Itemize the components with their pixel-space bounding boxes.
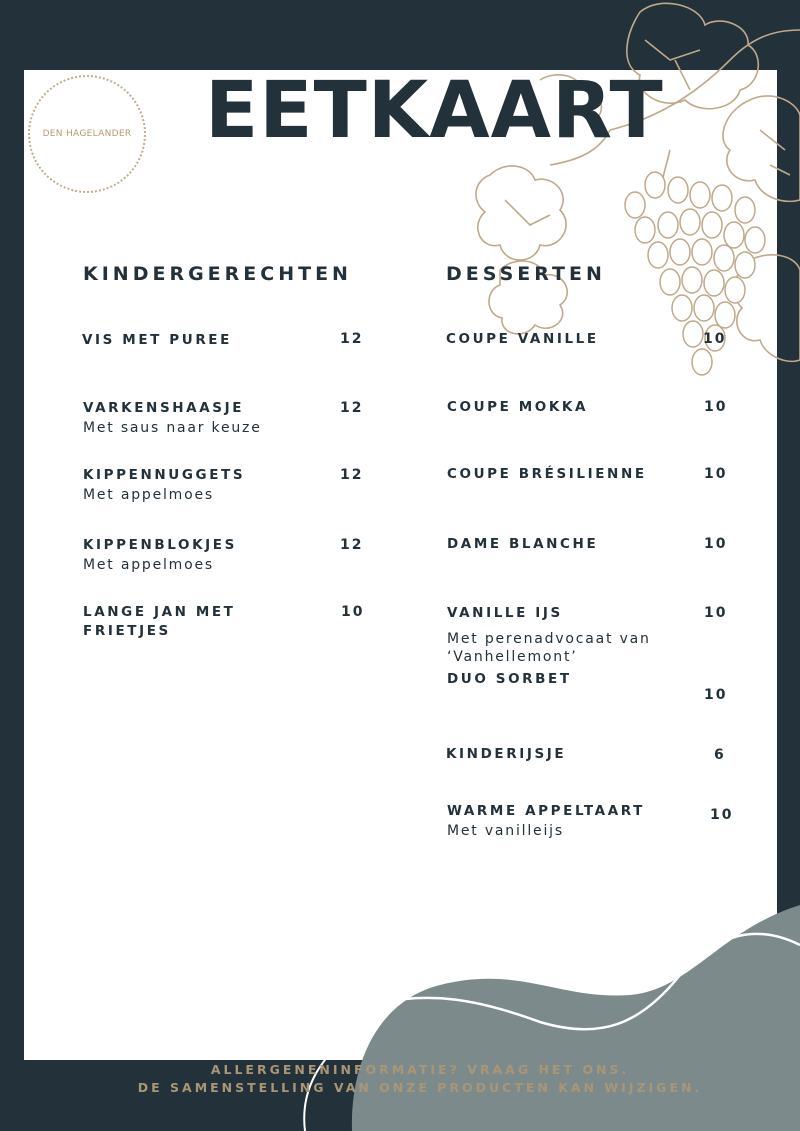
- logo-badge-icon: [28, 75, 146, 193]
- menu-item-price: 10: [710, 807, 734, 823]
- menu-item-name: VIS MET PUREE: [82, 332, 232, 348]
- menu-item-name: KIPPENNUGGETS: [83, 467, 246, 483]
- logo-text: DEN HAGELANDER: [42, 129, 132, 139]
- page-title: EETKAART: [205, 66, 664, 156]
- menu-item-price: 6: [714, 747, 726, 763]
- menu-item-name: VANILLE IJS: [447, 605, 563, 621]
- menu-item-name: LANGE JAN MET: [83, 604, 236, 620]
- section-heading-desserts: DESSERTEN: [446, 263, 606, 285]
- menu-item-description: Met appelmoes: [83, 557, 214, 573]
- menu-item-price: 12: [340, 400, 364, 416]
- menu-item-price: 12: [340, 467, 364, 483]
- menu-item-price: 10: [704, 687, 728, 703]
- menu-item-name: FRIETJES: [83, 623, 171, 639]
- section-heading-kids: KINDERGERECHTEN: [83, 263, 352, 285]
- menu-item-price: 10: [703, 331, 727, 347]
- menu-item-name: VARKENSHAASJE: [83, 400, 245, 416]
- menu-item-name: WARME APPELTAART: [447, 803, 645, 819]
- menu-item-name: COUPE VANILLE: [446, 331, 599, 347]
- menu-item-name: COUPE MOKKA: [447, 399, 589, 415]
- menu-item-description: ‘Vanhellemont’: [447, 649, 578, 665]
- menu-item-description: Met saus naar keuze: [83, 420, 262, 436]
- menu-item-name: KIPPENBLOKJES: [83, 537, 237, 553]
- menu-item-name: KINDERIJSJE: [446, 746, 567, 762]
- menu-item-price: 10: [704, 605, 728, 621]
- menu-item-price: 10: [704, 536, 728, 552]
- menu-item-description: Met perenadvocaat van: [447, 631, 651, 647]
- menu-item-name: DAME BLANCHE: [447, 536, 599, 552]
- menu-item-price: 10: [704, 399, 728, 415]
- menu-item-price: 12: [340, 331, 364, 347]
- menu-item-price: 10: [341, 604, 365, 620]
- menu-item-name: COUPE BRÉSILIENNE: [447, 466, 647, 482]
- footer-disclaimer-line: DE SAMENSTELLING VAN ONZE PRODUCTEN KAN WIJZIGEN.: [137, 1080, 703, 1095]
- footer-allergen-line: ALLERGENENINFORMATIE? VRAAG HET ONS.: [210, 1062, 630, 1077]
- menu-item-description: Met vanilleijs: [447, 823, 564, 839]
- menu-item-description: Met appelmoes: [83, 487, 214, 503]
- menu-item-name: DUO SORBET: [447, 671, 572, 687]
- menu-item-price: 10: [704, 466, 728, 482]
- menu-item-price: 12: [340, 537, 364, 553]
